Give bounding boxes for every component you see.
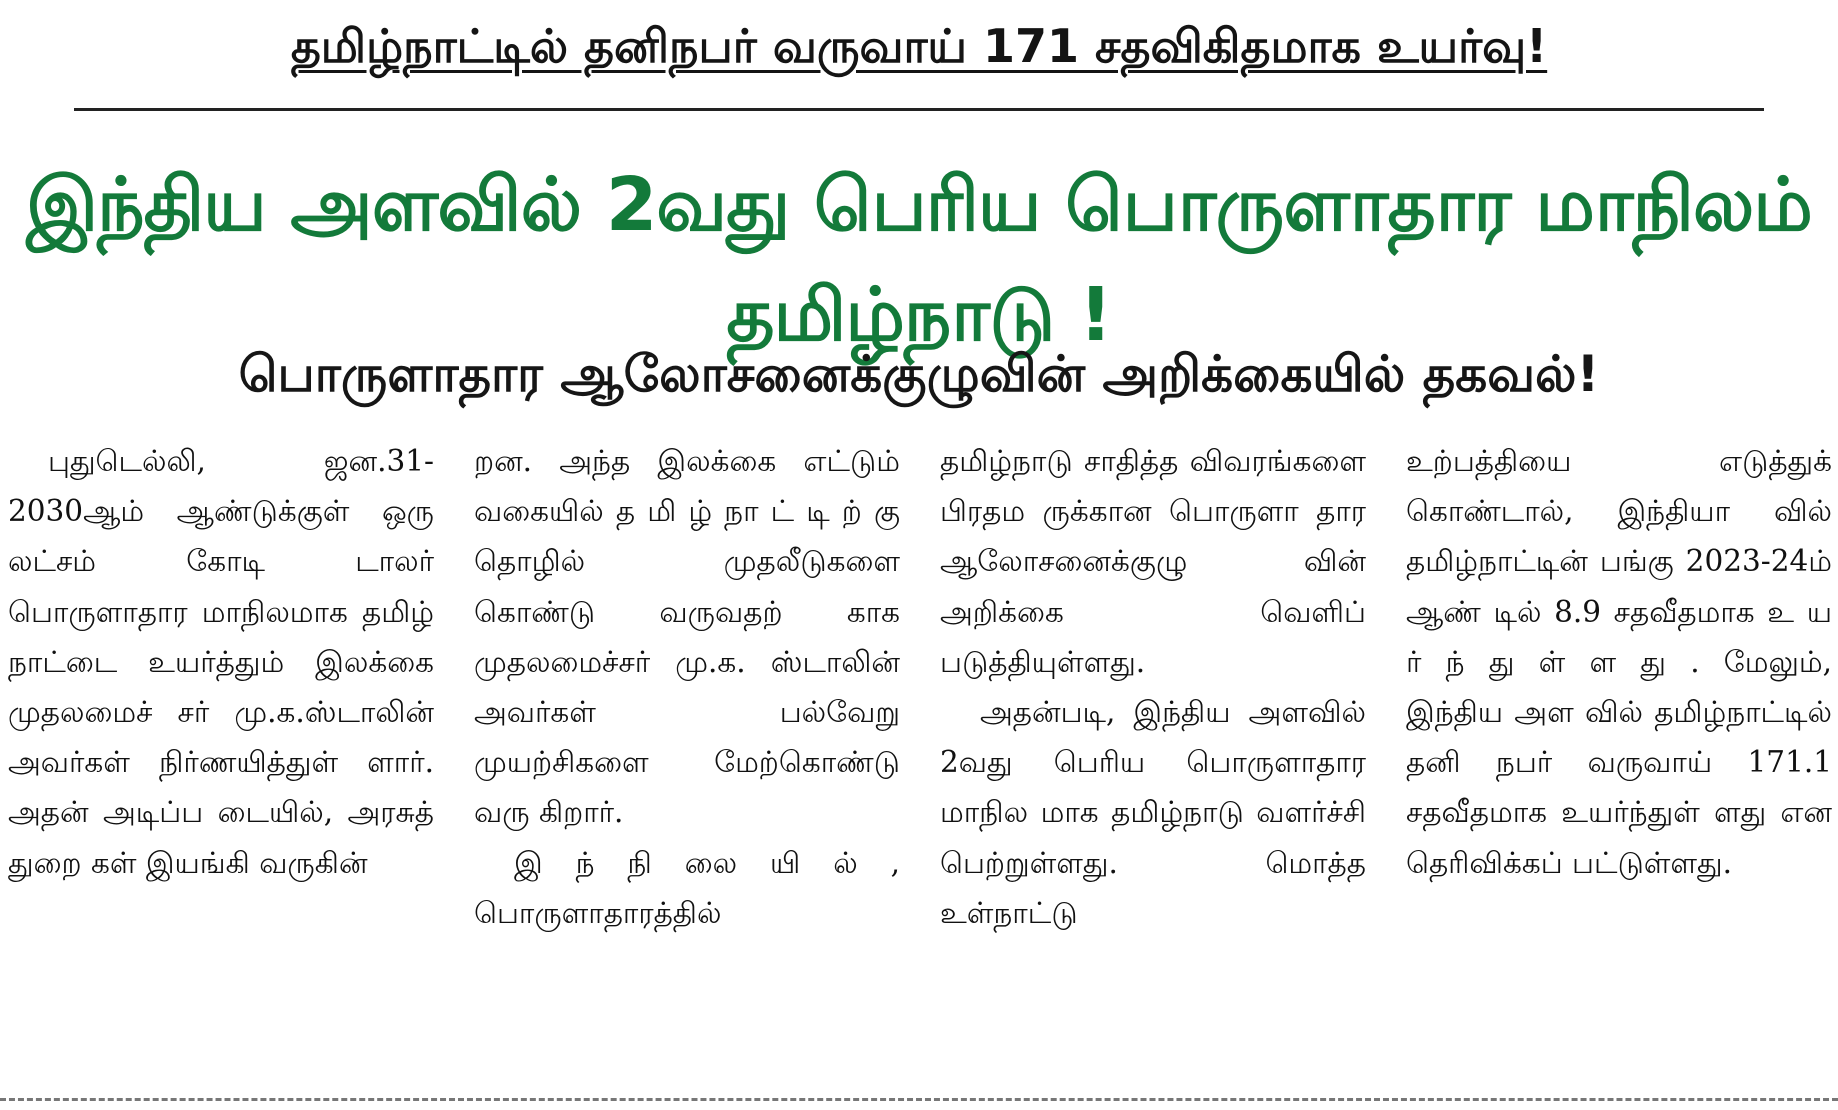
article-paragraph: அதன்படி, இந்திய அளவில் 2வது பெரிய பொருளாதார மாநில மாக தமிழ்நாடு வளர்ச்சி பெற்றுள்ளது. மொத்த உள்நாட்டு	[940, 695, 1366, 930]
headline-rule	[74, 108, 1764, 111]
kicker-text: தமிழ்நாட்டில் தனிநபர் வருவாய் 171 சதவிகிதமாக உயர்வு!	[290, 19, 1548, 73]
article-column-2	[474, 436, 900, 1086]
article-column-4	[1406, 436, 1832, 1086]
article-paragraph: உற்பத்தியை எடுத்துக் கொண்டால், இந்தியா வில் தமிழ்நாட்டின் பங்கு 2023-24ம் ஆண் டில் 8.9 சதவீதமாக உ ய ர் ந் து ள் ள து . மேலும், இந்திய அள வில் தமிழ்நாட்டில் தனி நபர் வருவாய் 171.1 சதவீதமாக உயர்ந்துள் ளது என தெரிவிக்கப் பட்டுள்ளது.	[1406, 444, 1832, 880]
bottom-dashed-rule	[0, 1098, 1838, 1101]
article-body	[8, 436, 1832, 1086]
article-column-1	[8, 436, 434, 1086]
article-paragraph: புதுடெல்லி, ஜன.31- 2030ஆம் ஆண்டுக்குள் ஒரு லட்சம் கோடி டாலர் பொருளாதார மாநிலமாக தமிழ் நாட்டை உயர்த்தும் இலக்கை முதலமைச் சர் மு.க.ஸ்டாலின் அவர்கள் நிர்ணயித்துள் ளார். அதன் அடிப்ப டையில், அரசுத் துறை கள் இயங்கி வருகின்	[8, 444, 434, 880]
deck-subheadline: பொருளாதார ஆலோசனைக்குழுவின் அறிக்கையில் தகவல்!	[238, 345, 1600, 403]
kicker-headline	[0, 14, 1838, 78]
main-headline: இந்திய அளவில் 2வது பெரிய பொருளாதார மாநிலம் தமிழ்நாடு !	[26, 162, 1812, 358]
article-column-3	[940, 436, 1366, 1086]
article-paragraph: இ ந் நி லை யி ல் , பொருளாதாரத்தில்	[474, 845, 900, 930]
article-paragraph: றன. அந்த இலக்கை எட்டும் வகையில் த மி ழ் நா ட் டி ற் கு தொழில் முதலீடுகளை கொண்டு வருவதற் காக முதலமைச்சர் மு.க. ஸ்டாலின் அவர்கள் பல்வேறு முயற்சிகளை மேற்கொண்டு வரு கிறார்.	[474, 444, 900, 830]
article-paragraph: தமிழ்நாடு சாதித்த விவரங்களை பிரதம ருக்கான பொருளா தார ஆலோசனைக்குழு வின் அறிக்கை வெளிப் படுத்தியுள்ளது.	[940, 444, 1366, 679]
